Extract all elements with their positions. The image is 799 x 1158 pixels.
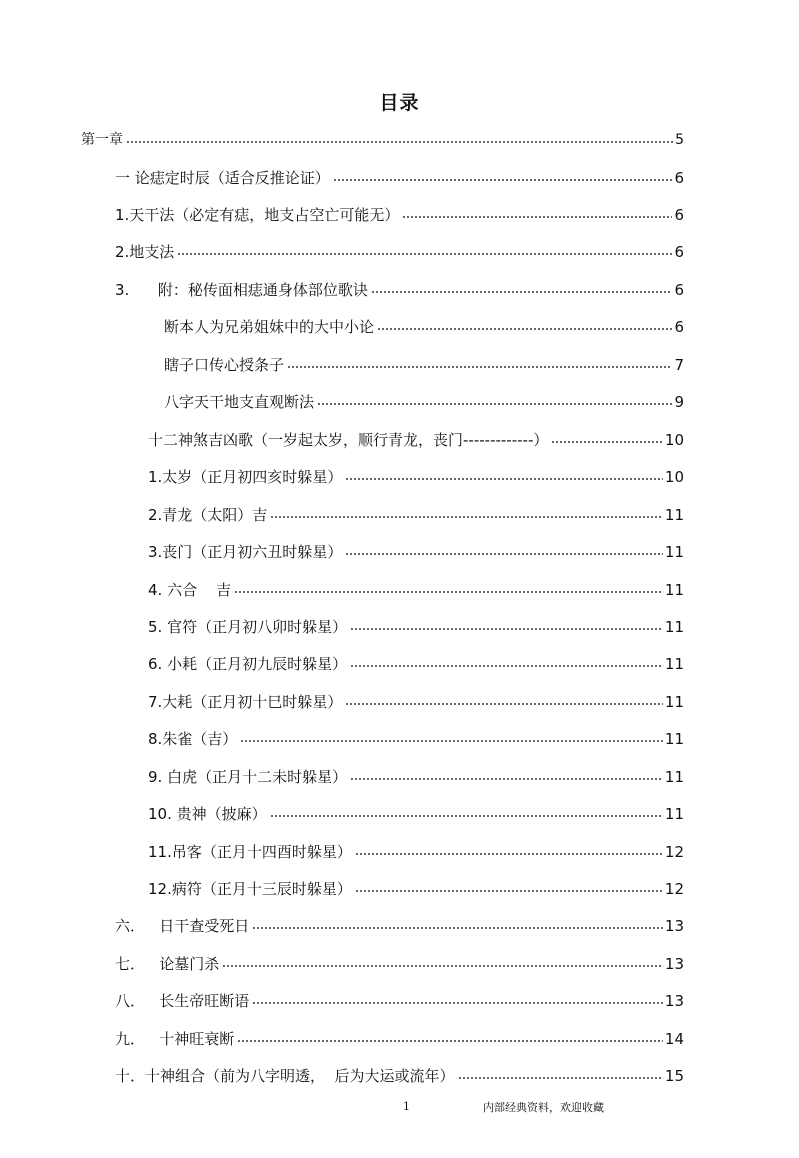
toc-entry-page: 11: [664, 730, 684, 748]
toc-entry[interactable]: [115, 952, 684, 976]
footer-note: 内部经典资料，欢迎收藏: [483, 1101, 604, 1114]
toc-entry[interactable]: [115, 914, 684, 938]
dot-leader: [371, 289, 673, 295]
toc-entry[interactable]: [148, 765, 684, 789]
dot-leader: [222, 963, 663, 969]
toc-entry-title: 十二神煞吉凶歌（一岁起太岁，顺行青龙，丧门-------------）: [148, 431, 549, 449]
toc-entry-title: 2.青龙（太阳）吉: [148, 506, 268, 524]
toc-entry-page: 6: [674, 281, 684, 299]
toc-entry-page: 5: [675, 132, 684, 148]
toc-entry[interactable]: [148, 727, 684, 751]
toc-entry-title: 十．十神组合（前为八字明透， 后为大运或流年）: [115, 1067, 455, 1085]
dot-leader: [377, 326, 672, 332]
dot-leader: [458, 1075, 663, 1081]
toc-entry-title: 八字天干地支直观断法: [164, 393, 315, 411]
dot-leader: [350, 663, 663, 669]
footer-page-number: 1: [403, 1100, 410, 1113]
toc-entry-page: 6: [674, 169, 684, 187]
toc-entry[interactable]: [148, 840, 684, 864]
toc-entry[interactable]: [148, 802, 684, 826]
toc-entry-title: 5. 官符（正月初八卯时躲星）: [148, 618, 348, 636]
toc-entry-page: 13: [664, 917, 684, 935]
toc-entry-page: 9: [674, 393, 684, 411]
toc-entry-page: 15: [664, 1067, 684, 1085]
toc-entry-page: 11: [664, 543, 684, 561]
dot-leader: [355, 851, 663, 857]
toc-entry-page: 11: [664, 618, 684, 636]
dot-leader: [345, 551, 663, 557]
toc-entry[interactable]: [115, 989, 684, 1013]
toc-entry[interactable]: [115, 278, 684, 302]
page-footer: [0, 1092, 799, 1116]
toc-entry[interactable]: [164, 315, 684, 339]
toc-entry-title: 7.大耗（正月初十巳时躲星）: [148, 693, 343, 711]
toc-entry-title: 1.天干法（必定有痣，地支占空亡可能无）: [115, 206, 400, 224]
dot-leader: [317, 401, 672, 407]
toc-entry-page: 10: [664, 468, 684, 486]
toc-entry[interactable]: [164, 353, 684, 377]
toc-entry-page: 14: [664, 1030, 684, 1048]
toc-entry-title: 一 论痣定时辰（适合反推论证）: [115, 169, 330, 187]
dot-leader: [345, 476, 663, 482]
toc-entry-title: 九． 十神旺衰断: [115, 1030, 235, 1048]
toc-entry[interactable]: [81, 128, 684, 152]
toc-entry-title: 瞎子口传心授条子: [164, 356, 285, 374]
toc-entry-page: 11: [664, 768, 684, 786]
toc-entry-title: 2.地支法: [115, 243, 175, 261]
toc-entry[interactable]: [148, 690, 684, 714]
toc-entry-page: 11: [664, 655, 684, 673]
toc-entry[interactable]: [148, 652, 684, 676]
toc-entry-title: 12.病符（正月十三辰时躲星）: [148, 880, 352, 898]
toc-entry[interactable]: [115, 1064, 684, 1088]
toc-entry[interactable]: [115, 240, 684, 264]
toc-entry[interactable]: [115, 1027, 684, 1051]
toc-entry-page: 11: [664, 506, 684, 524]
toc-entry-title: 断本人为兄弟姐妹中的大中小论: [164, 318, 375, 336]
dot-leader: [240, 738, 663, 744]
toc-entry-title: 6. 小耗（正月初九辰时躲星）: [148, 655, 348, 673]
dot-leader: [234, 589, 663, 595]
toc-entry-page: 11: [664, 805, 684, 823]
toc-entry-page: 10: [664, 431, 684, 449]
dot-leader: [126, 139, 673, 145]
dot-leader: [551, 439, 663, 445]
dot-leader: [177, 251, 672, 257]
toc-entry[interactable]: [148, 503, 684, 527]
toc-entry[interactable]: [148, 615, 684, 639]
dot-leader: [270, 514, 663, 520]
toc-entry-title: 八． 长生帝旺断语: [115, 992, 250, 1010]
toc-entry[interactable]: [148, 540, 684, 564]
toc-entry[interactable]: [115, 203, 684, 227]
toc-entry-page: 13: [664, 992, 684, 1010]
page-title: 目录: [379, 92, 420, 114]
toc-entry[interactable]: [164, 390, 684, 414]
toc-entry-title: 3. 附：秘传面相痣通身体部位歌诀: [115, 281, 368, 299]
toc-entry[interactable]: [148, 578, 684, 602]
toc-entry-page: 13: [664, 955, 684, 973]
dot-leader: [402, 214, 672, 220]
toc-entry-title: 9. 白虎（正月十二未时躲星）: [148, 768, 348, 786]
toc-entry-page: 6: [674, 318, 684, 336]
toc-entry-title: 8.朱雀（吉）: [148, 730, 238, 748]
toc-entry-page: 11: [664, 581, 684, 599]
dot-leader: [252, 1000, 663, 1006]
toc-entry-title: 3.丧门（正月初六丑时躲星）: [148, 543, 343, 561]
dot-leader: [350, 776, 663, 782]
dot-leader: [287, 364, 672, 370]
dot-leader: [252, 925, 663, 931]
toc-entry[interactable]: [148, 877, 684, 901]
toc-entry-page: 12: [664, 880, 684, 898]
toc-entry[interactable]: [148, 428, 684, 452]
dot-leader: [237, 1038, 663, 1044]
toc-entry-title: 六． 日干查受死日: [115, 917, 250, 935]
toc-entry-page: 6: [674, 243, 684, 261]
toc-entry-title: 4. 六合 吉: [148, 581, 232, 599]
dot-leader: [333, 177, 673, 183]
toc-entry-page: 6: [674, 206, 684, 224]
toc-entry-page: 7: [674, 356, 684, 374]
toc-entry-title: 第一章: [81, 132, 123, 148]
toc-entry-title: 七． 论墓门杀: [115, 955, 220, 973]
toc-entry[interactable]: [115, 166, 684, 190]
dot-leader: [355, 888, 663, 894]
toc-entry-title: 10. 贵神（披麻）: [148, 805, 267, 823]
toc-entry-page: 11: [664, 693, 684, 711]
toc-entry-page: 12: [664, 843, 684, 861]
dot-leader: [350, 626, 663, 632]
dot-leader: [345, 701, 663, 707]
toc-entry-title: 11.吊客（正月十四酉时躲星）: [148, 843, 352, 861]
toc-entry[interactable]: [148, 465, 684, 489]
dot-leader: [270, 813, 663, 819]
toc-entry-title: 1.太岁（正月初四亥时躲星）: [148, 468, 343, 486]
